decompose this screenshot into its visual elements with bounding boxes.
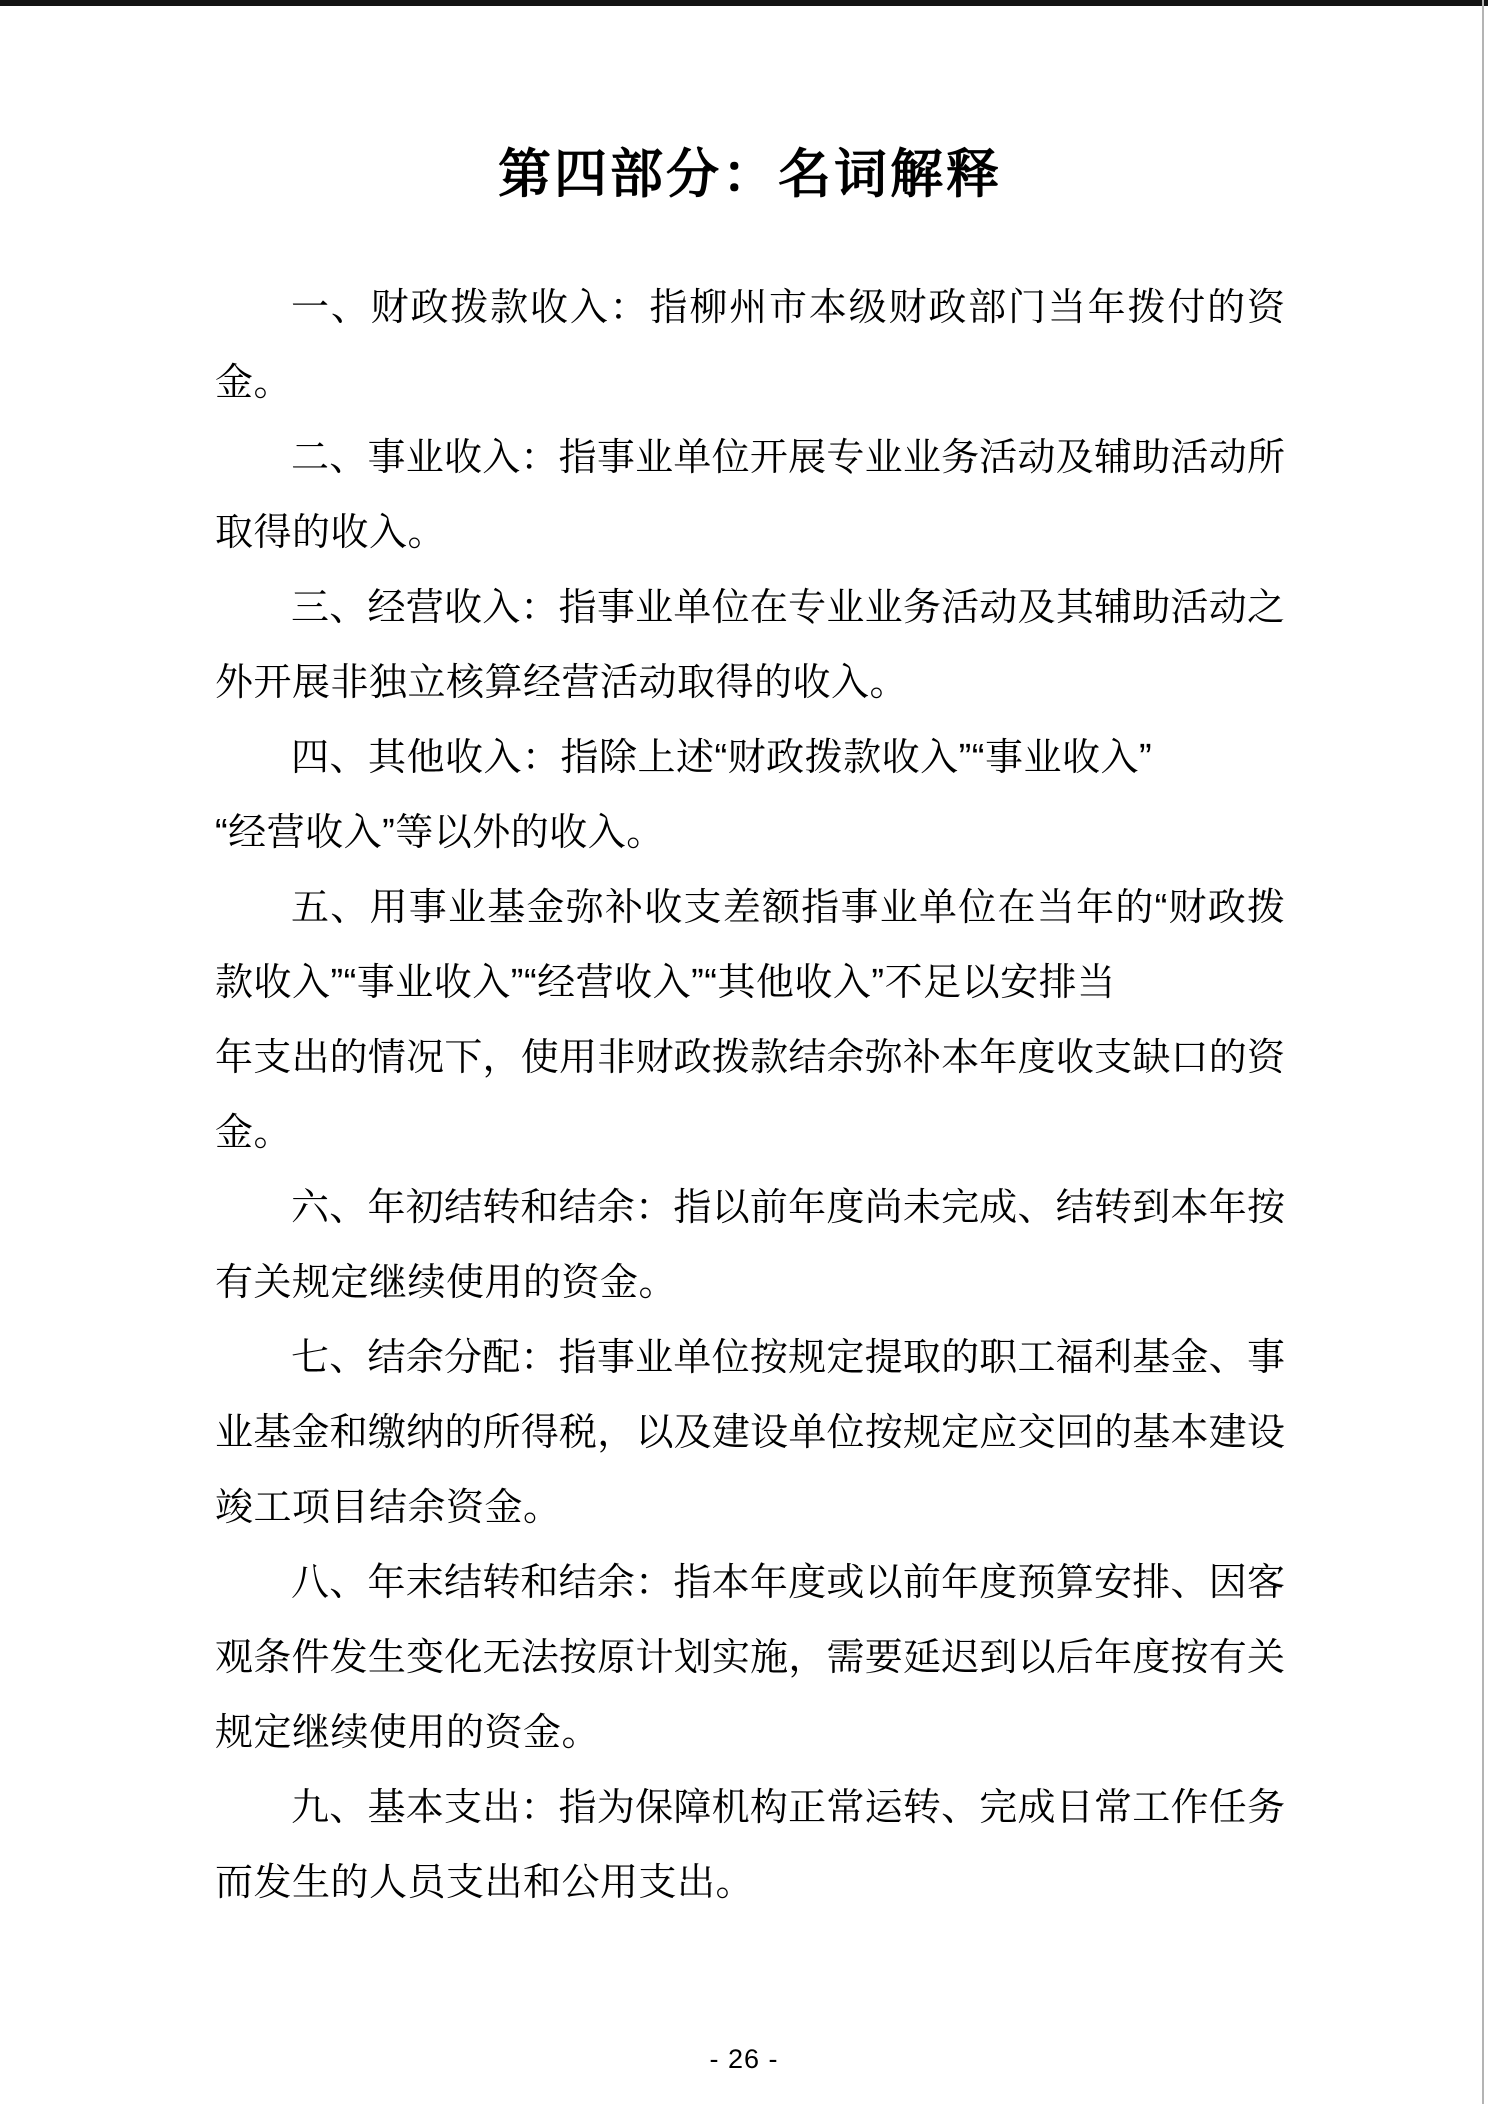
- body-line: 金。: [215, 362, 293, 404]
- page-number: - 26 -: [709, 2044, 779, 2074]
- body-line: 规定继续使用的资金。: [215, 1712, 601, 1754]
- body-line: 八、年末结转和结余：指本年度或以前年度预算安排、因客: [291, 1562, 1285, 1604]
- body-line: 一、财政拨款收入：指柳州市本级财政部门当年拨付的资: [291, 287, 1285, 329]
- body-line: 而发生的人员支出和公用支出。: [215, 1862, 755, 1904]
- body-line: 六、年初结转和结余：指以前年度尚未完成、结转到本年按: [291, 1187, 1285, 1229]
- body-line: 金。: [215, 1112, 293, 1154]
- right-edge-line: [1482, 0, 1484, 2104]
- body-line: 有关规定继续使用的资金。: [215, 1262, 678, 1304]
- body-line: 九、基本支出：指为保障机构正常运转、完成日常工作任务: [291, 1787, 1285, 1829]
- body-line: 二、事业收入：指事业单位开展专业业务活动及辅助活动所: [291, 437, 1285, 479]
- document-body: [215, 271, 1285, 1921]
- body-line: 竣工项目结余资金。: [215, 1487, 562, 1529]
- body-line: 款收入”“事业收入”“经营收入”“其他收入”不足以安排当: [215, 962, 1116, 1004]
- body-line: 五、用事业基金弥补收支差额指事业单位在当年的“财政拨: [291, 887, 1285, 929]
- body-line: 七、结余分配：指事业单位按规定提取的职工福利基金、事: [291, 1337, 1285, 1379]
- body-line: “经营收入”等以外的收入。: [215, 812, 665, 854]
- body-line: 三、经营收入：指事业单位在专业业务活动及其辅助活动之: [291, 587, 1285, 629]
- body-line: 业基金和缴纳的所得税，以及建设单位按规定应交回的基本建设: [215, 1412, 1285, 1454]
- body-line: 年支出的情况下，使用非财政拨款结余弥补本年度收支缺口的资: [215, 1037, 1285, 1079]
- page-title: 第四部分：名词解释: [498, 145, 1002, 204]
- body-line: 取得的收入。: [215, 512, 447, 554]
- top-border: [0, 0, 1488, 6]
- body-line: 观条件发生变化无法按原计划实施，需要延迟到以后年度按有关: [215, 1637, 1285, 1679]
- body-line: 外开展非独立核算经营活动取得的收入。: [215, 662, 909, 704]
- body-line: 四、其他收入：指除上述“财政拨款收入”“事业收入”: [291, 737, 1153, 779]
